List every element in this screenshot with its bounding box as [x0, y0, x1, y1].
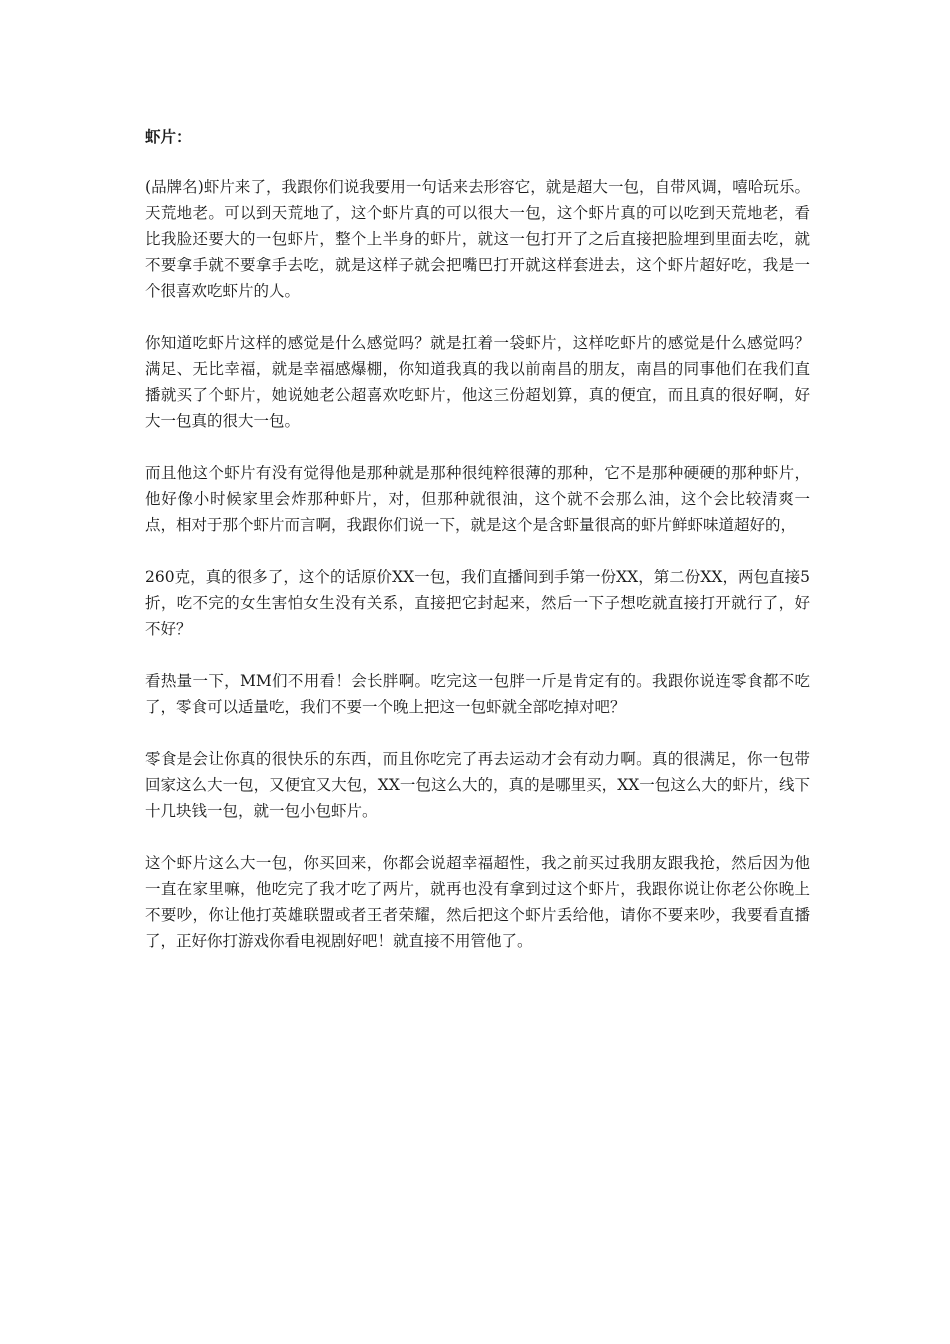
paragraph-2: 你知道吃虾片这样的感觉是什么感觉吗？就是扛着一袋虾片，这样吃虾片的感觉是什么感觉吗？满足、无比幸福，就是幸福感爆棚，你知道我真的我以前南昌的朋友，南昌的同事他们在我们直播就买了个虾片，她说她老公超喜欢吃虾片，他这三份超划算，真的便宜，而且真的很好啊，好大一包真的很大一包。: [145, 334, 810, 430]
paragraph-1: (品牌名)虾片来了，我跟你们说我要用一句话来去形容它，就是超大一包，自带风调，嘻哈玩乐。天荒地老。可以到天荒地了，这个虾片真的可以很大一包，这个虾片真的可以吃到天荒地老，看比我脸还要大的一包虾片，整个上半身的虾片，就这一包打开了之后直接把脸埋到里面去吃，就不要拿手就不要拿手去吃，就是这样子就会把嘴巴打开就这样套进去，这个虾片超好吃，我是一个很喜欢吃虾片的人。: [145, 178, 810, 300]
paragraph-7: 这个虾片这么大一包，你买回来，你都会说超幸福超性，我之前买过我朋友跟我抢，然后因为他一直在家里嘛，他吃完了我才吃了两片，就再也没有拿到过这个虾片，我跟你说让你老公你晚上不要吵，你让他打英雄联盟或者王者荣耀，然后把这个虾片丢给他，请你不要来吵，我要看直播了，正好你打游戏你看电视剧好吧！就直接不用管他了。: [145, 854, 810, 950]
document-body: [145, 124, 810, 980]
document-title: 虾片：: [145, 127, 192, 146]
paragraph-6: 零食是会让你真的很快乐的东西，而且你吃完了再去运动才会有动力啊。真的很满足，你一包带回家这么大一包，又便宜又大包，XX一包这么大的，真的是哪里买，XX一包这么大的虾片，线下十几块钱一包，就一包小包虾片。: [145, 750, 810, 820]
paragraph-5: 看热量一下，MM们不用看！会长胖啊。吃完这一包胖一斤是肯定有的。我跟你说连零食都不吃了，零食可以适量吃，我们不要一个晚上把这一包虾就全部吃掉对吧？: [145, 672, 810, 716]
paragraph-4: 260克，真的很多了，这个的话原价XX一包，我们直播间到手第一份XX，第二份XX，两包直接5折，吃不完的女生害怕女生没有关系，直接把它封起来，然后一下子想吃就直接打开就行了，好不好？: [145, 568, 810, 638]
paragraph-3: 而且他这个虾片有没有觉得他是那种就是那种很纯粹很薄的那种，它不是那种硬硬的那种虾片，他好像小时候家里会炸那种虾片，对，但那种就很油，这个就不会那么油，这个会比较清爽一点，相对于那个虾片而言啊，我跟你们说一下，就是这个是含虾量很高的虾片鲜虾味道超好的，: [145, 464, 810, 534]
